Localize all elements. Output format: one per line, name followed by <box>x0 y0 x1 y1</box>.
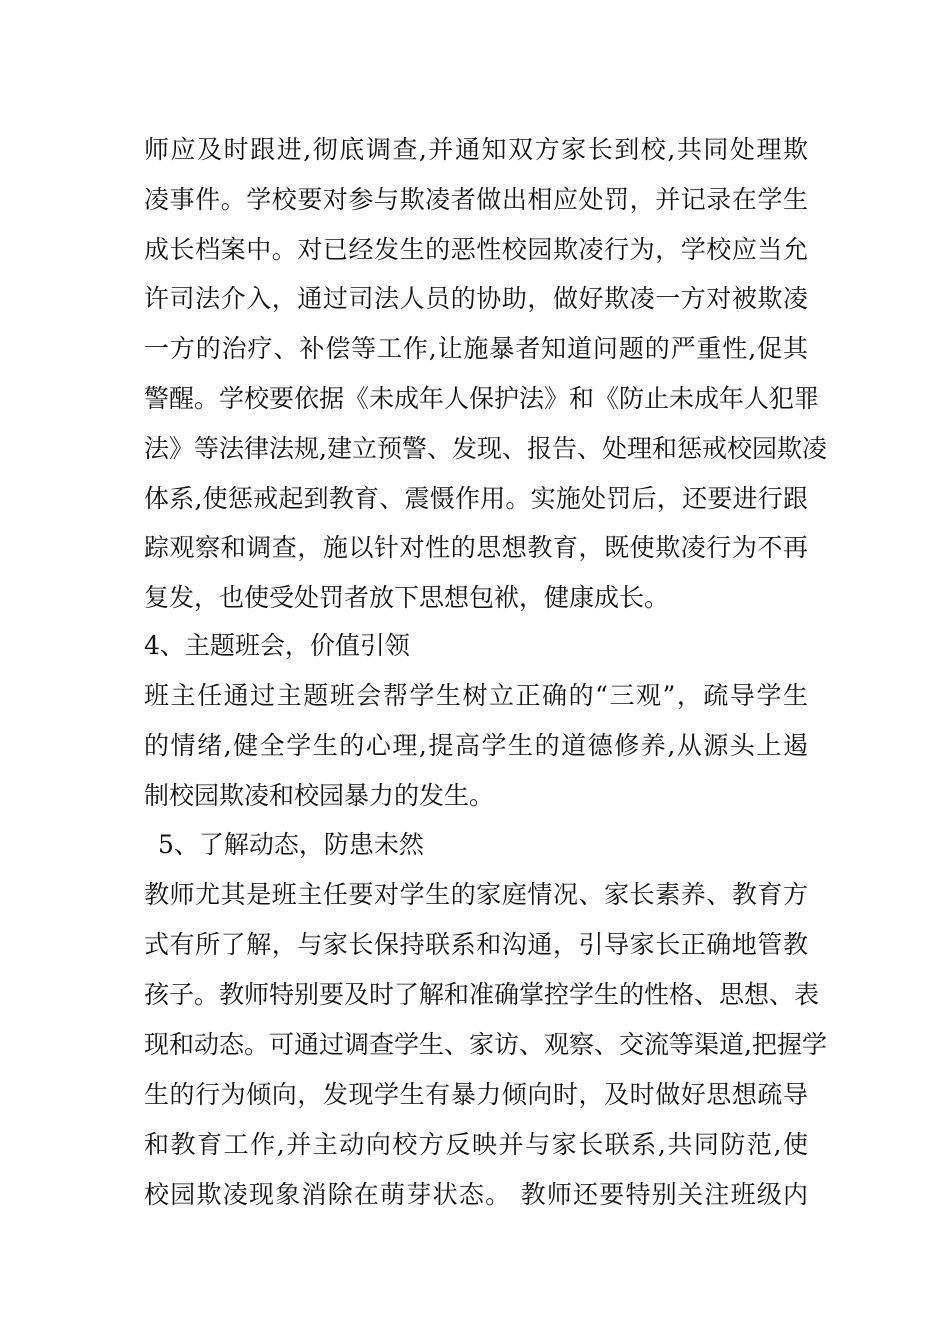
text-line: 孩子。教师特别要及时了解和准确掌控学生的性格、思想、表 <box>144 980 820 1009</box>
text-line: 体系,使惩戒起到教育、震慑作用。实施处罚后，还要进行跟 <box>144 484 808 513</box>
text-line: 许司法介入，通过司法人员的协助，做好欺凌一方对被欺凌 <box>144 284 808 313</box>
section-heading: 4、主题班会，价值引领 <box>144 631 410 660</box>
text-line: 复发，也使受处罚者放下思想包袱，健康成长。 <box>144 583 670 612</box>
text-line: 踪观察和调查，施以针对性的思想教育，既使欺凌行为不再 <box>144 533 808 562</box>
text-line: 制校园欺凌和校园暴力的发生。 <box>144 781 495 810</box>
text-line: 师应及时跟进,彻底调查,并通知双方家长到校,共同处理欺 <box>144 135 808 164</box>
text-line: 一方的治疗、补偿等工作,让施暴者知道问题的严重性,促其 <box>144 334 808 363</box>
text-line: 的情绪,健全学生的心理,提高学生的道德修养,从源头上遏 <box>144 731 808 760</box>
text-line: 式有所了解，与家长保持联系和沟通，引导家长正确地管教 <box>144 930 808 959</box>
text-line: 成长档案中。对已经发生的恶性校园欺凌行为，学校应当允 <box>144 235 808 264</box>
section-heading: 5、了解动态，防患未然 <box>158 830 424 859</box>
text-line: 凌事件。学校要对参与欺凌者做出相应处罚，并记录在学生 <box>144 185 808 214</box>
text-line: 教师尤其是班主任要对学生的家庭情况、家长素养、教育方 <box>144 880 808 909</box>
text-line: 现和动态。可通过调查学生、家访、观察、交流等渠道,把握学 <box>144 1030 827 1059</box>
text-line: 法》等法律法规,建立预警、发现、报告、处理和惩戒校园欺凌 <box>144 434 827 463</box>
text-line: 班主任通过主题班会帮学生树立正确的“三观”，疏导学生 <box>144 681 808 710</box>
text-line: 校园欺凌现象消除在萌芽状态。 教师还要特别关注班级内 <box>144 1180 808 1209</box>
text-line: 和教育工作,并主动向校方反映并与家长联系,共同防范,使 <box>144 1130 808 1159</box>
text-line: 警醒。学校要依据《未成年人保护法》和《防止未成年人犯罪 <box>144 384 820 413</box>
text-line: 生的行为倾向，发现学生有暴力倾向时，及时做好思想疏导 <box>144 1080 808 1109</box>
